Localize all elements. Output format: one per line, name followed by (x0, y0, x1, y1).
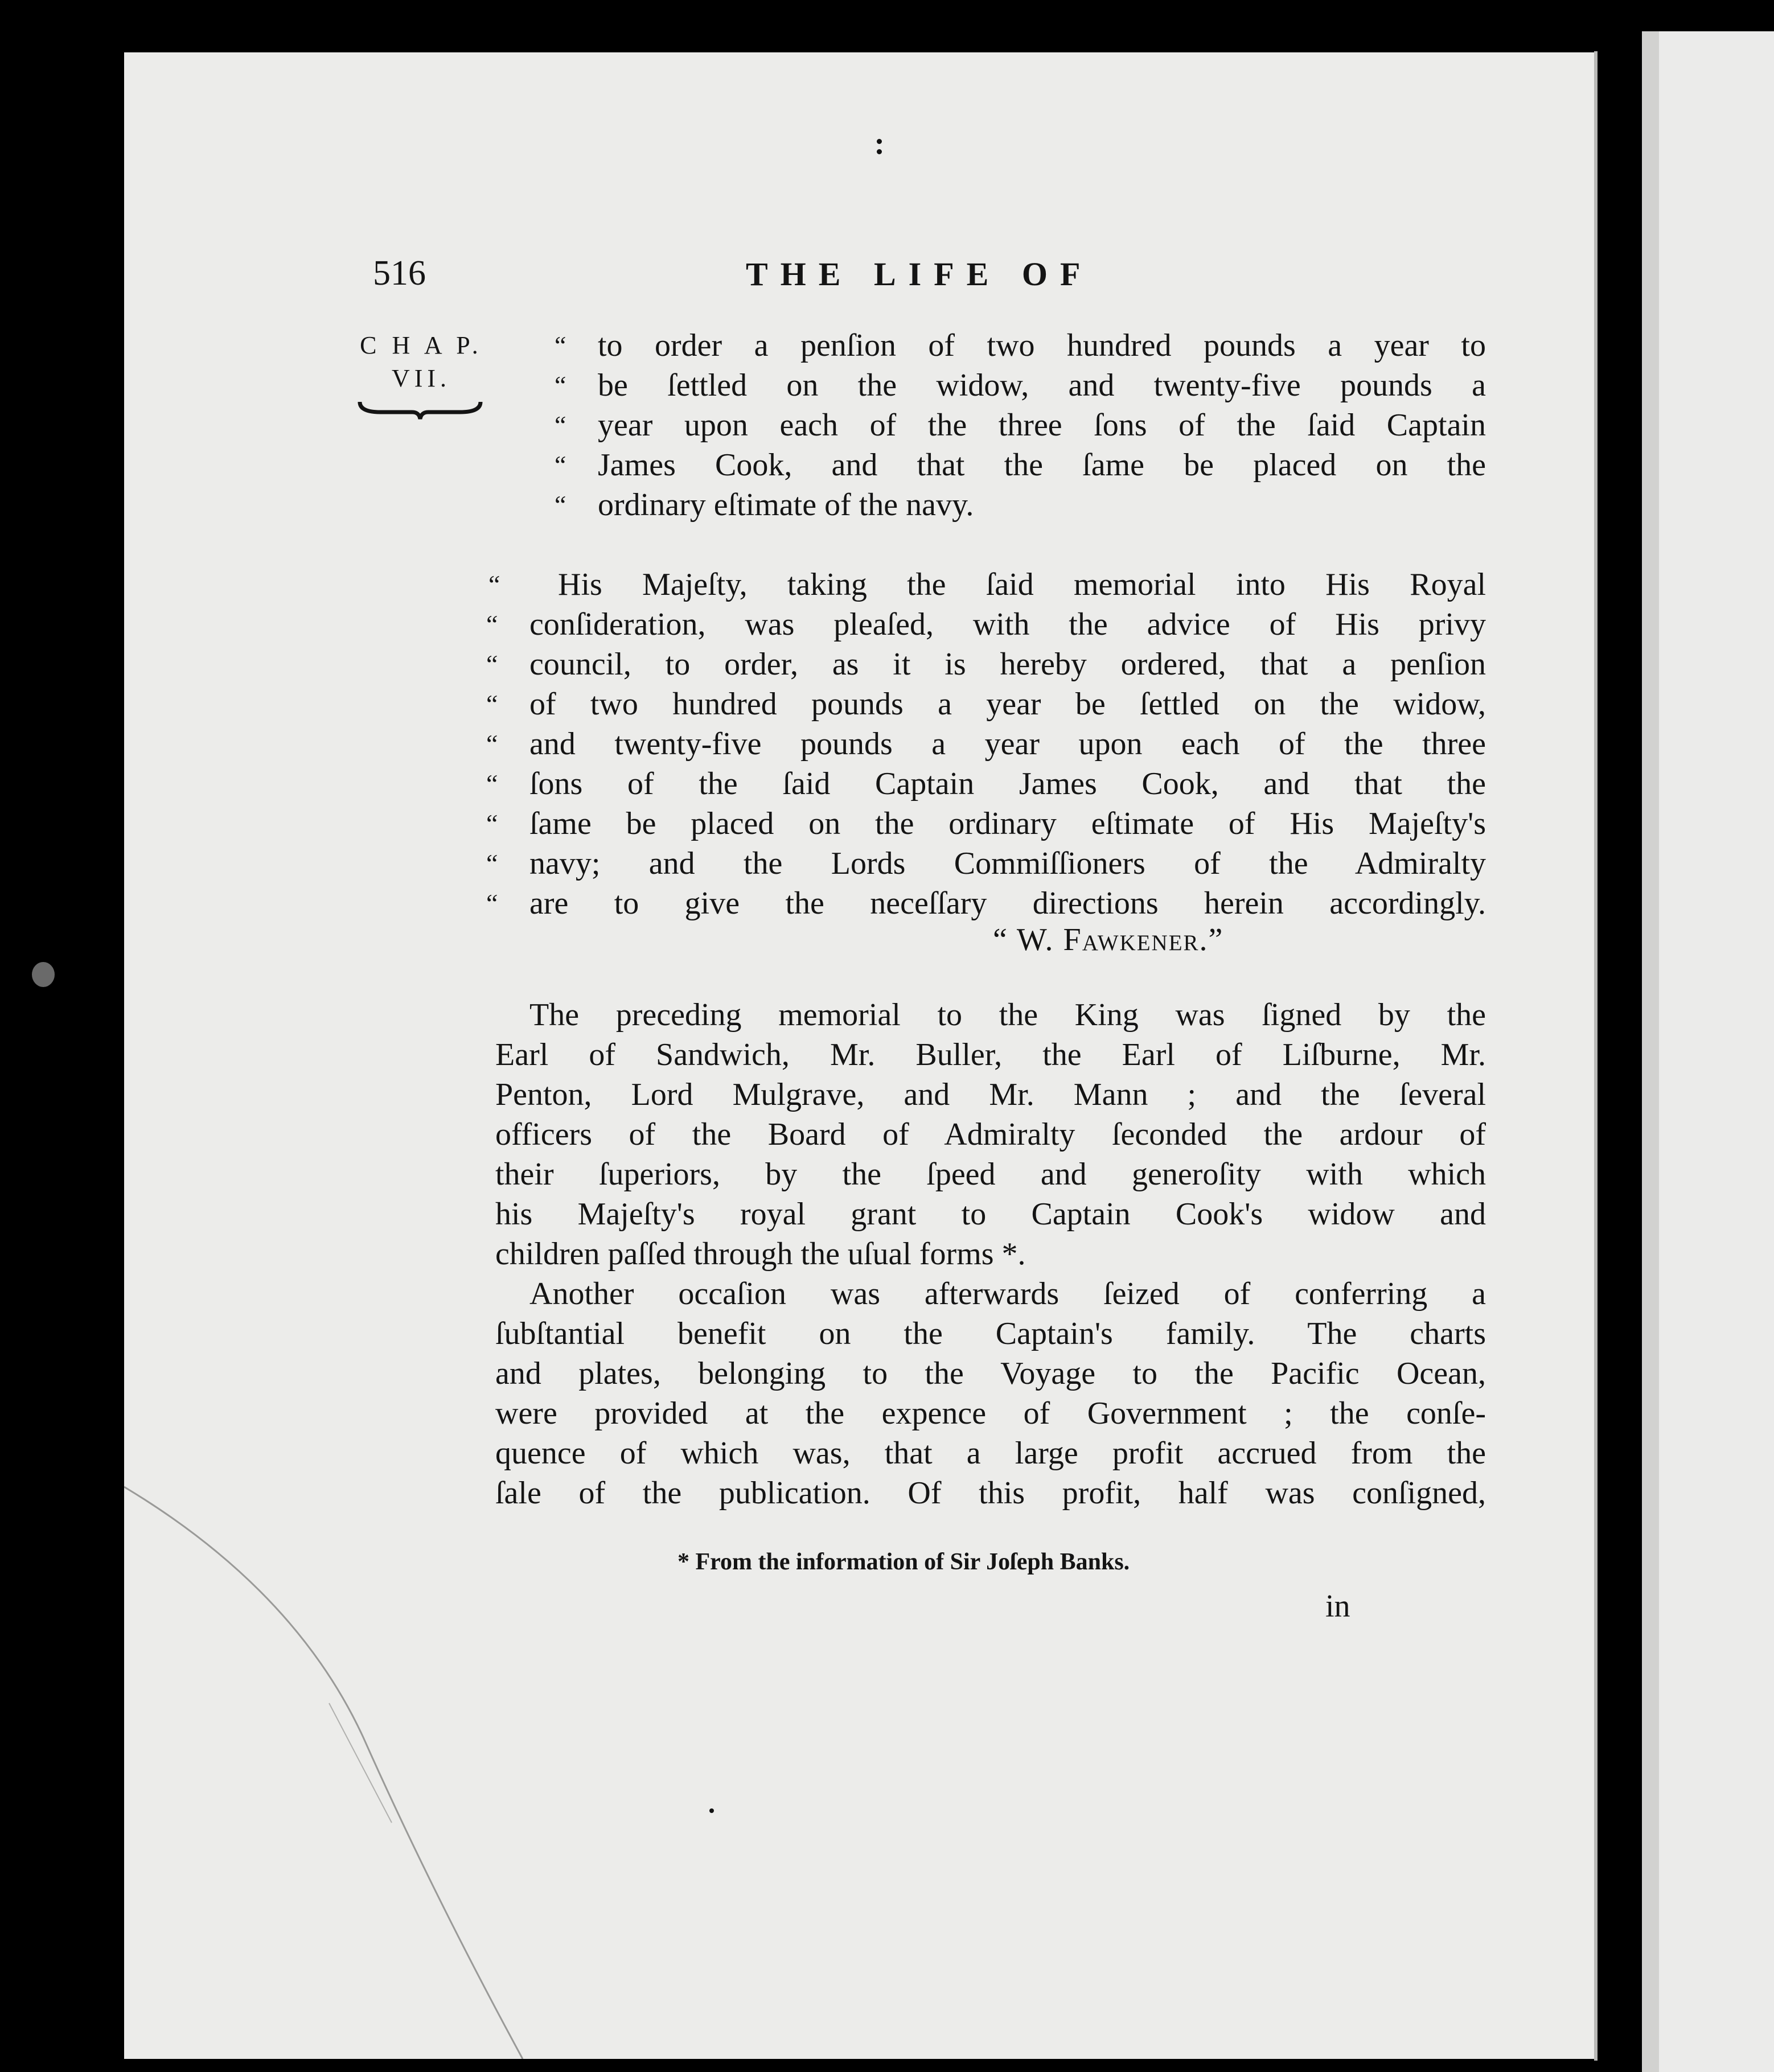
text-line: ſale of the publication. Of this profit, half was conſigned, (495, 1475, 1486, 1511)
quote-mark: “ (486, 849, 498, 878)
chapter-side-note (353, 329, 490, 395)
text-line: year upon each of the three ſons of the ſaid Captain (598, 408, 1486, 443)
facing-page-shadow (1642, 31, 1659, 2072)
quote-mark: “ (555, 331, 566, 360)
ink-speck (709, 1808, 714, 1813)
book-page (124, 52, 1594, 2059)
quote-mark: “ (486, 729, 498, 758)
quote-mark: “ (486, 649, 498, 679)
text-line: ſubſtantial benefit on the Captain's family. The charts (495, 1316, 1486, 1351)
ink-speck (32, 962, 55, 987)
text-line: children paſſed through the uſual forms *. (495, 1236, 1026, 1272)
quote-mark: “ (488, 570, 500, 599)
ink-speck (877, 149, 882, 154)
quote-mark: “ (486, 610, 498, 639)
text-line: and twenty-five pounds a year upon each of the three (529, 726, 1486, 762)
signature-line: “ W. Fawkener.” (993, 922, 1224, 957)
text-line: officers of the Board of Admiralty ſeconded the ardour of (495, 1117, 1486, 1152)
text-line: Earl of Sandwich, Mr. Buller, the Earl of Liſburne, Mr. (495, 1037, 1486, 1072)
text-line: His Majeſty, taking the ſaid memorial into His Royal (558, 567, 1486, 602)
chapter-label: C H A P. (360, 331, 483, 359)
text-line: ordinary eſtimate of the navy. (598, 487, 974, 523)
text-line: Another occaſion was afterwards ſeized of conferring a (529, 1276, 1486, 1312)
facing-page-edge (1642, 31, 1774, 2072)
text-line: his Majeſty's royal grant to Captain Cook's widow and (495, 1197, 1486, 1232)
text-line: ſame be placed on the ordinary eſtimate of His Majeſty's (529, 806, 1486, 841)
text-line: to order a penſion of two hundred pounds a year to (598, 328, 1486, 363)
text-line: council, to order, as it is hereby ordered, that a penſion (529, 647, 1486, 682)
text-line: quence of which was, that a large profit accrued from the (495, 1436, 1486, 1471)
text-line: and plates, belonging to the Voyage to the Pacific Ocean, (495, 1356, 1486, 1391)
text-line: their ſuperiors, by the ſpeed and generoſity with which (495, 1157, 1486, 1192)
quote-mark: “ (486, 769, 498, 798)
text-line: be ſettled on the widow, and twenty-five pounds a (598, 368, 1486, 403)
catchword: in (1325, 1589, 1350, 1624)
quote-mark: “ (555, 410, 566, 439)
text-line: are to give the neceſſary directions herein accordingly. (529, 886, 1486, 921)
chapter-number: VII. (391, 364, 451, 392)
text-line: navy; and the Lords Commiſſioners of the Admiralty (529, 846, 1486, 881)
quote-mark: “ (555, 450, 566, 479)
text-line: The preceding memorial to the King was ſigned by the (529, 997, 1486, 1033)
quote-mark: “ (486, 889, 498, 918)
text-line: ſons of the ſaid Captain James Cook, and that the (529, 766, 1486, 801)
text-line: conſideration, was pleaſed, with the advice of His privy (529, 607, 1486, 642)
text-line: were provided at the expence of Government ; the conſe- (495, 1396, 1486, 1431)
text-line: James Cook, and that the ſame be placed on the (598, 447, 1486, 483)
quote-mark: “ (486, 809, 498, 838)
chapter-brace (358, 398, 483, 421)
quote-mark: “ (555, 490, 566, 519)
running-head-title: THE LIFE OF (746, 256, 1093, 293)
page-edge (1594, 51, 1598, 2061)
text-line: Penton, Lord Mulgrave, and Mr. Mann ; and the ſeveral (495, 1077, 1486, 1112)
quote-mark: “ (555, 371, 566, 400)
quote-mark: “ (486, 689, 498, 718)
text-line: of two hundred pounds a year be ſettled on the widow, (529, 686, 1486, 722)
page-number: 516 (373, 254, 426, 293)
ink-speck (877, 139, 882, 144)
footnote: * From the information of Sir Joſeph Banks. (677, 1549, 1130, 1575)
